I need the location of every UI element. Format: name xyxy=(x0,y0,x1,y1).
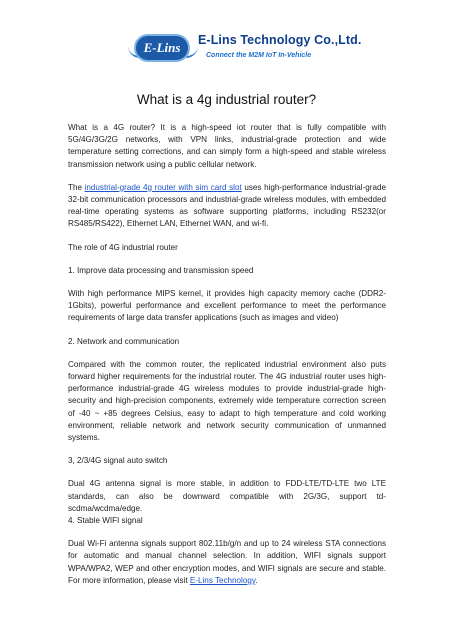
section-heading-2: 2. Network and communication xyxy=(68,336,180,346)
document-title: What is a 4g industrial router? xyxy=(136,92,317,107)
text-segment: Dual Wi-Fi antenna signals support 802.11b/g/n and up to 24 wireless STA connections for automatic and manual channel selection. In addition, WIFI signals support WPA/WPA2, WEP and other encryption modes, and WIFI signals are secure and stable. For more information, please visit xyxy=(68,539,386,585)
section-heading-4: 4. Stable WIFI signal xyxy=(68,516,143,526)
document-body xyxy=(68,122,386,598)
paragraph-intro: What is a 4G router? It is a high-speed iot router that is fully compatible with 5G/4G/3G/2G networks, with VPN links, industrial-grade protection and wide temperature setting corrections, and can simply form a high-speed and stable wireless transmission network using a public cellular network. xyxy=(68,123,386,169)
section-heading-1: 1. Improve data processing and transmission speed xyxy=(68,265,254,275)
company-logo: E-Lins xyxy=(134,34,190,62)
section-heading-role: The role of 4G industrial router xyxy=(68,242,178,252)
paragraph-section-1: With high performance MIPS kernel, it provides high capacity memory cache (DDR2-1Gbits), powerful performance and excellent performance to meet the performance requirements of large data transfer applications (such as images and video) xyxy=(68,289,386,323)
text-segment: uses high-performance industrial-grade 32-bit communication processors and industrial-grade wireless modules, with embedded real-time operating systems as software supporting platforms, including RS232(or RS485/RS422), Ethernet LAN, Ethernet WAN, and wi-fi. xyxy=(68,182,386,229)
paragraph-section-4 xyxy=(68,538,386,587)
text-segment: . xyxy=(255,575,258,585)
company-tagline: Connect the M2M IoT In-Vehicle xyxy=(206,52,312,59)
paragraph-section-3: Dual 4G antenna signal is more stable, in addition to FDD-LTE/TD-LTE two LTE standards, can also be downward compatible with 2G/3G, support td-scdma/wcdma/edge. xyxy=(68,479,386,513)
section-heading-3: 3, 2/3/4G signal auto switch xyxy=(68,456,168,466)
company-website-link[interactable]: E-Lins Technology xyxy=(189,575,256,585)
router-product-link[interactable]: industrial-grade 4g router with sim card slot xyxy=(84,182,242,192)
paragraph-router-description xyxy=(68,182,386,231)
company-header xyxy=(128,28,362,68)
paragraph-section-2: Compared with the common router, the replicated industrial environment also puts forward higher requirements for the industrial router. The 4G industrial router uses high-performance industrial-grade 4G wireless modules to provide industrial-grade high-security and high-precision components, extremely wide temperature correction screen of -40 ~ +85 degrees Celsius, easy to adapt to high temperature and cold working environment, reliable network and network security communication of unmanned systems. xyxy=(68,359,386,443)
company-name: E-Lins Technology Co.,Ltd. xyxy=(198,33,362,47)
text-segment: The xyxy=(68,182,85,192)
